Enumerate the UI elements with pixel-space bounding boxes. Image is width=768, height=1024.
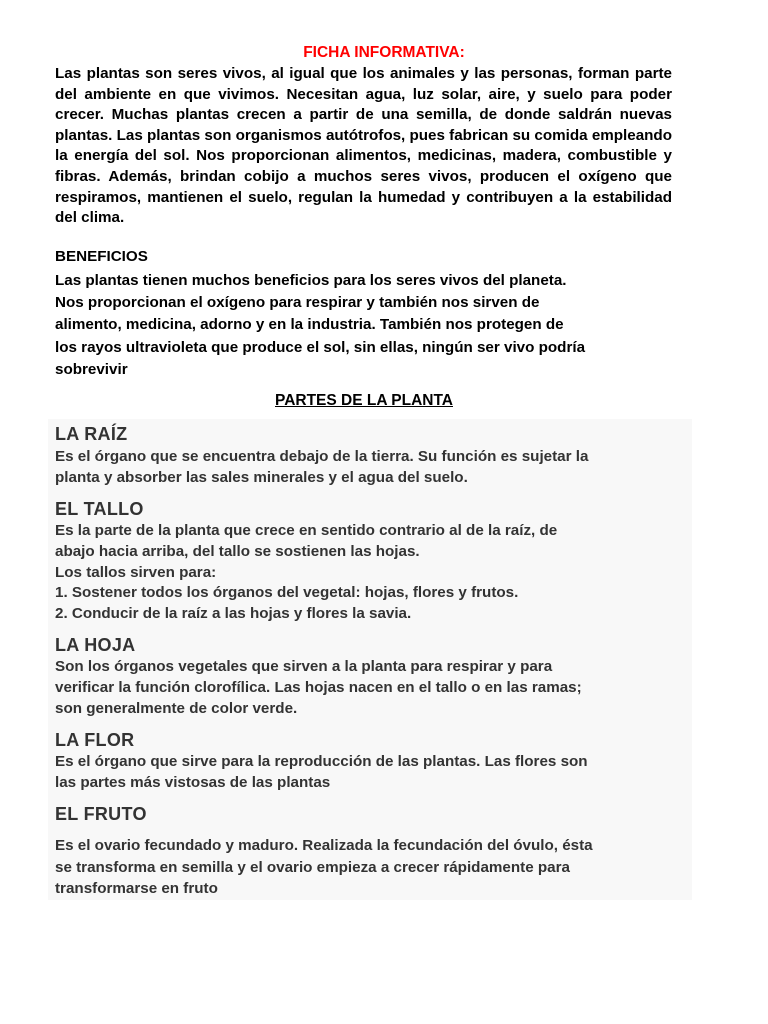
benefits-heading: BENEFICIOS: [55, 248, 148, 265]
part-text-flower: [55, 752, 695, 794]
part-line: Son los órganos vegetales que sirven a la planta para respirar y para: [55, 658, 553, 675]
part-text-fruit: [55, 835, 695, 900]
part-line: Es el órgano que se encuentra debajo de la tierra. Su función es sujetar la: [55, 448, 589, 465]
part-line: Es el órgano que sirve para la reproducción de las plantas. Las flores son: [55, 753, 588, 770]
benefits-line: sobrevivir: [55, 360, 128, 378]
part-text-leaf: [55, 657, 695, 719]
part-line: son generalmente de color verde.: [55, 699, 298, 717]
part-line: 2. Conducir de la raíz a las hojas y flores la savia.: [55, 605, 412, 623]
part-title-leaf: LA HOJA: [55, 635, 136, 655]
part-line: planta y absorber las sales minerales y el agua del suelo.: [55, 468, 468, 486]
intro-paragraph: Las plantas son seres vivos, al igual que los animales y las personas, forman parte del ambiente en que vivimos. Necesitan agua, luz solar, aire, y suelo para poder crecer. Muchas plantas crecen a partir de una semilla, de donde saldrán nuevas plantas. Las plantas son organismos autótrofos, pues fabrican su comida empleando la energía del sol. Nos proporcionan alimentos, medicinas, madera, combustible y fibras. Además, brindan cobijo a muchos seres vivos, producen el oxígeno que respiramos, mantienen el suelo, regulan la humedad y contribuyen a la estabilidad del clima.: [55, 65, 672, 227]
part-line: Los tallos sirven para:: [55, 563, 217, 581]
part-title-stem: EL TALLO: [55, 499, 144, 519]
benefits-paragraph: [55, 270, 680, 381]
part-line: Es el ovario fecundado y maduro. Realizada la fecundación del óvulo, ésta: [55, 837, 593, 854]
part-title-flower: LA FLOR: [55, 730, 135, 750]
part-text-stem: [55, 521, 695, 625]
parts-heading: PARTES DE LA PLANTA: [275, 392, 453, 409]
part-line: verificar la función clorofílica. Las hojas nacen en el tallo o en las ramas;: [55, 678, 582, 696]
benefits-line: alimento, medicina, adorno y en la industria. También nos protegen de: [55, 316, 564, 334]
part-line: transformarse en fruto: [55, 880, 218, 897]
part-title-root: LA RAÍZ: [55, 424, 128, 444]
part-title-fruit: EL FRUTO: [55, 804, 147, 824]
part-line: 1. Sostener todos los órganos del vegetal: hojas, flores y frutos.: [55, 584, 519, 602]
part-line: se transforma en semilla y el ovario empieza a crecer rápidamente para: [55, 858, 570, 876]
document-title: FICHA INFORMATIVA:: [303, 44, 465, 61]
part-line: las partes más vistosas de las plantas: [55, 773, 331, 791]
part-line: abajo hacia arriba, del tallo se sostienen las hojas.: [55, 542, 420, 560]
part-line: Es la parte de la planta que crece en sentido contrario al de la raíz, de: [55, 522, 558, 539]
benefits-line: Nos proporcionan el oxígeno para respirar y también nos sirven de: [55, 294, 540, 312]
part-text-root: [55, 447, 695, 489]
benefits-line: los rayos ultravioleta que produce el sol, sin ellas, ningún ser vivo podría: [55, 338, 586, 356]
benefits-line: Las plantas tienen muchos beneficios para los seres vivos del planeta.: [55, 272, 567, 289]
